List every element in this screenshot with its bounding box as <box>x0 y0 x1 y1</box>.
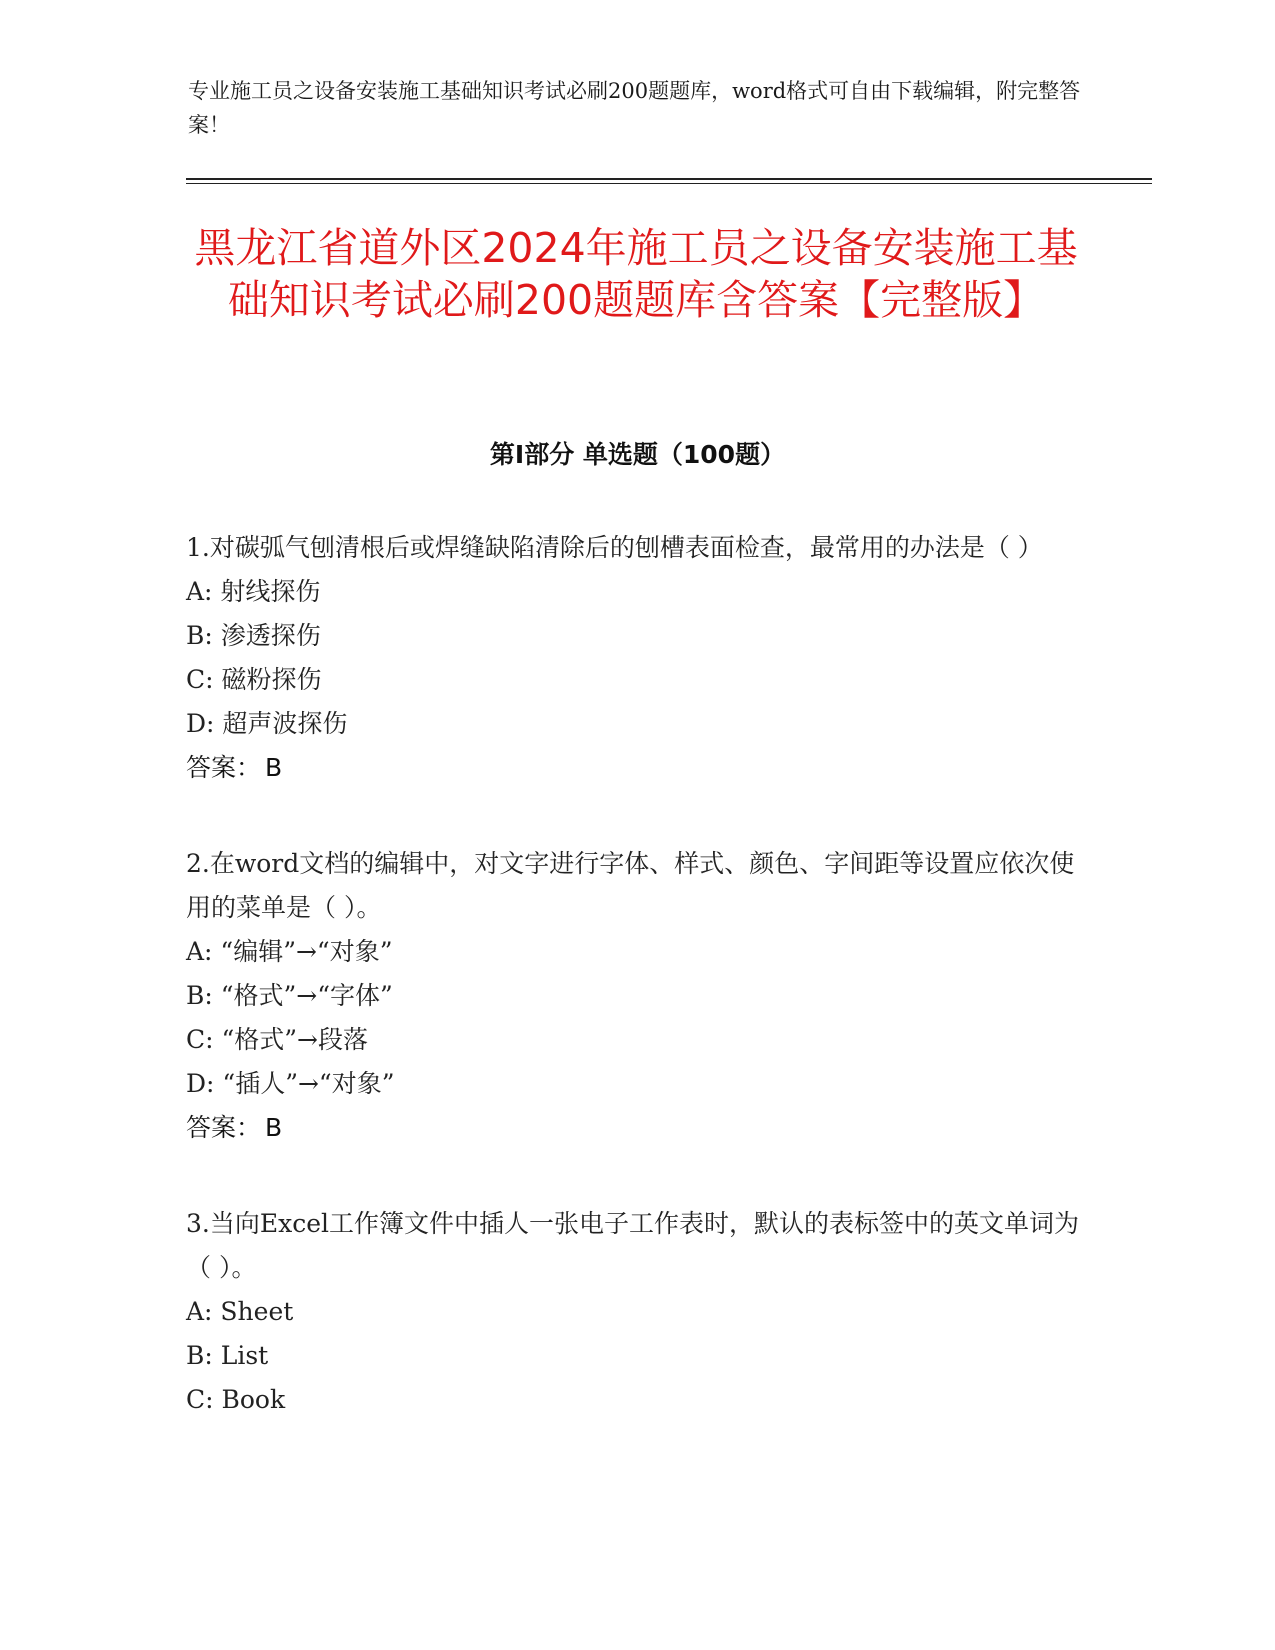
section-heading: 第I部分 单选题（100题） <box>489 440 786 469</box>
question-stem: 2.在word文档的编辑中，对文字进行字体、样式、颜色、字间距等设置应依次使用的菜单是（ ）。 <box>186 849 1075 922</box>
option-d: D: 超声波探伤 <box>186 709 348 738</box>
question-2 <box>186 842 1086 1150</box>
question-1 <box>186 526 1086 790</box>
option-b: B: List <box>186 1341 269 1370</box>
option-a: A: “编辑”→“对象” <box>186 937 393 966</box>
option-c: C: 磁粉探伤 <box>186 665 322 694</box>
header-divider-thick <box>186 178 1152 180</box>
option-c: C: Book <box>186 1385 286 1414</box>
question-stem: 1.对碳弧气刨清根后或焊缝缺陷清除后的刨槽表面检查，最常用的办法是（ ） <box>186 533 1043 562</box>
option-b: B: “格式”→“字体” <box>186 981 393 1010</box>
answer-line <box>186 746 1086 790</box>
answer-label: 答案： <box>186 1113 262 1142</box>
option-a: A: 射线探伤 <box>186 577 321 606</box>
question-stem: 3.当向Excel工作簿文件中插人一张电子工作表时，默认的表标签中的英文单词为（ ）。 <box>186 1209 1079 1282</box>
answer-label: 答案： <box>186 753 262 782</box>
question-3 <box>186 1202 1086 1422</box>
answer-line <box>186 1106 1086 1150</box>
option-d: D: “插人”→“对象” <box>186 1069 395 1098</box>
option-b: B: 渗透探伤 <box>186 621 321 650</box>
answer-value: B <box>265 1113 283 1142</box>
answer-value: B <box>265 753 283 782</box>
question-list <box>186 526 1086 1474</box>
option-c: C: “格式”→段落 <box>186 1025 369 1054</box>
header-divider-thin <box>186 183 1152 184</box>
header-note: 专业施工员之设备安装施工基础知识考试必刷200题题库，word格式可自由下载编辑，附完整答案！ <box>188 79 1081 137</box>
option-a: A: Sheet <box>186 1297 294 1326</box>
document-title: 黑龙江省道外区2024年施工员之设备安装施工基础知识考试必刷200题题库含答案【完整版】 <box>194 224 1078 324</box>
